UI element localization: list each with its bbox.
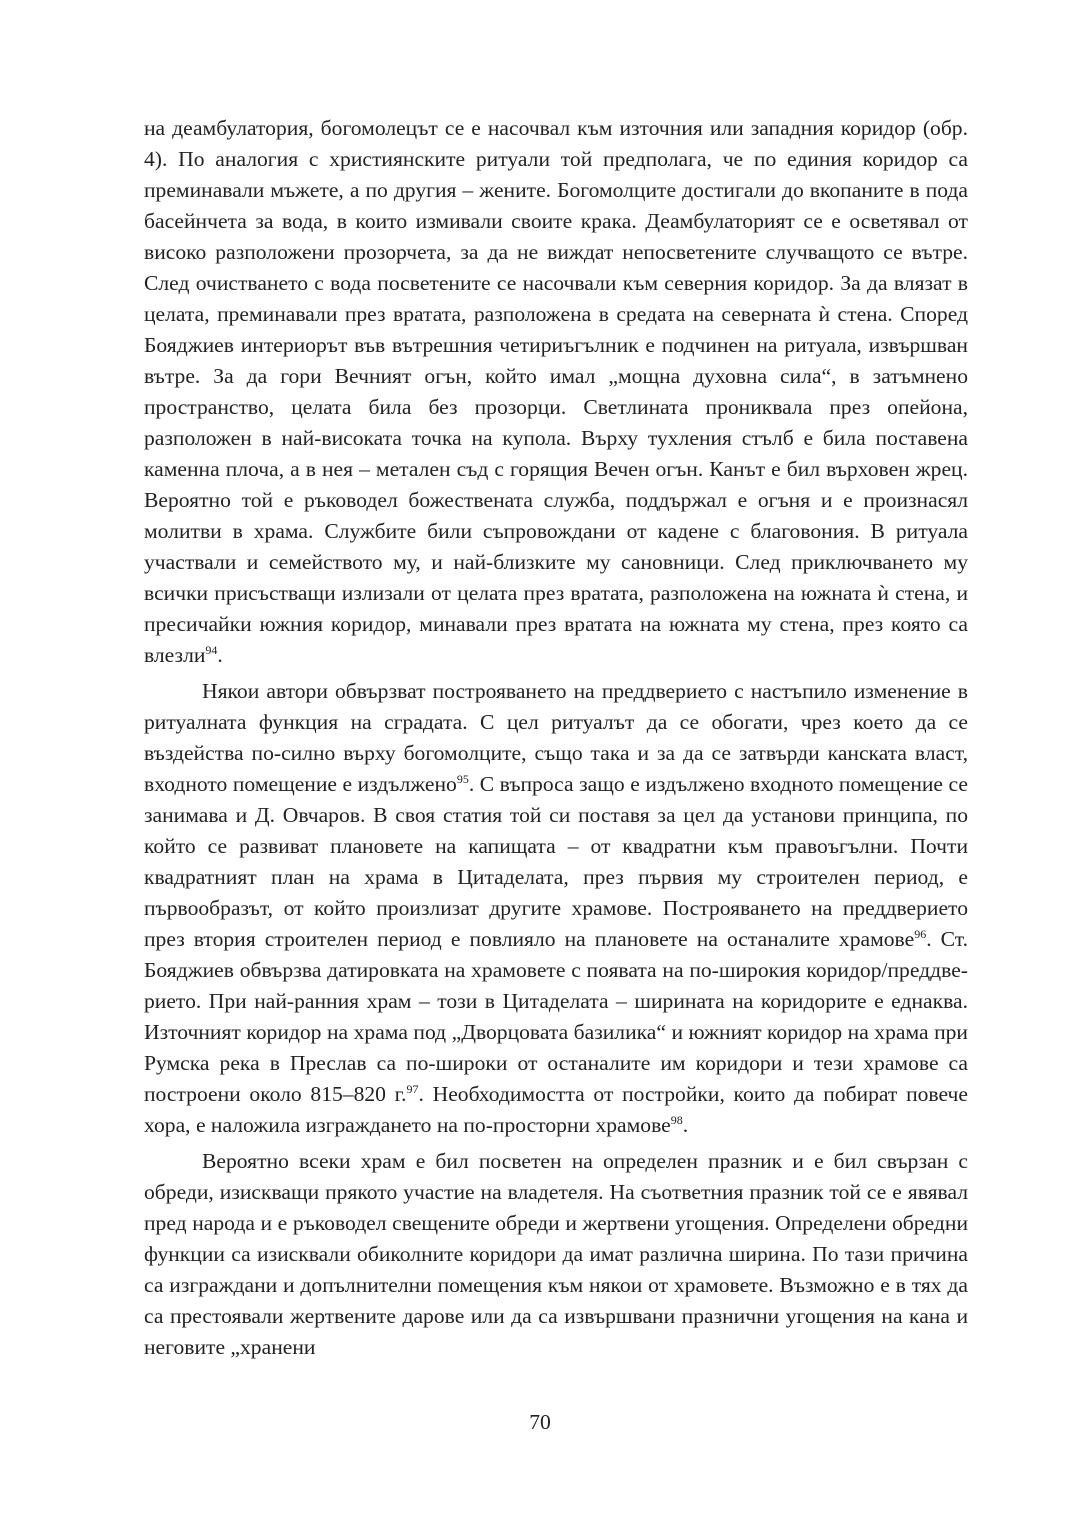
footnote-ref: 98 — [670, 1113, 683, 1127]
paragraph — [144, 676, 968, 1141]
footnote-ref: 95 — [456, 772, 469, 786]
text-run: . С въпроса защо е издължено входното помещение се занимава и Д. Овчаров. В своя статия той си поставя за цел да установи принципа, по който се развиват плановете на капищата – от квадратни към правоъгълни. Почти квадратният план на храма в Цитаделата, през първия му строителен период, е първообразът, от който произлизат другите храмове. Построяването на преддверието през втория строителен период е повлияло на плановете на останалите храмове — [144, 772, 968, 951]
text-run: Някои автори обвързват построяването на преддверието с настъпило изменение в ритуалната функция на сградата. С цел ритуалът да се обогати, чрез което да се въздейства по-силно върху богомолците, също така и за да се затвърди канската власт, входното помещение е издължено — [144, 679, 968, 796]
page-number: 70 — [529, 1410, 551, 1434]
paragraph — [144, 113, 968, 671]
text-run: на деамбулатория, богомолецът се е насочвал към източния или западния коридор (обр. 4). По аналогия с християнските ритуали той предполага, че по единия коридор са преминавали мъжете, а по другия – жените. Богомолците достигали до вкопаните в пода басейнчета за вода, в които измивали своите крака. Деамбулаторият се е осветявал от високо разположени прозорчета, за да не виждат непосветените случващото се вътре. След очистването с вода посветените се насочвали към северния коридор. За да влязат в целата, преминавали през вратата, разположена в средата на северната ѝ стена. Според Бояджиев интериорът във вътрешния четириъгълник е подчинен на ритуала, извършван вътре. За да гори Вечният огън, който имал „мощна духовна сила“, в затъмнено пространство, целата била без прозорци. Светлината прониквала през опейона, разположен в най-високата точка на купола. Върху тухления стълб е била поставена каменна плоча, а в нея – метален съд с горящия Вечен огън. Канът е бил върховен жрец. Вероятно той е ръководел божествената служба, поддържал е огъня и е произнасял молитви в храма. Службите били съпровождани от кадене с благовония. В ритуала участвали и семейството му, и най-близките му сановници. След приключването му всички присъстващи излизали от целата през вратата, разположена на южната ѝ стена, и пресичайки южния коридор, минавали през вратата на южната му стена, през която са влезли — [144, 116, 968, 667]
paragraph — [144, 1146, 968, 1363]
body-text — [144, 113, 968, 1363]
footnote-ref: 96 — [914, 927, 927, 941]
text-run: . Необходимостта от постройки, които да побират повече хора, е наложила изграждането на по-просторни храмове — [144, 1082, 968, 1137]
text-run: . — [682, 1113, 689, 1137]
text-run: Вероятно всеки храм е бил посветен на определен празник и е бил свързан с обреди, изискващи прякото участие на владетеля. На съответния празник той се е явявал пред народа и е ръководел свещените обреди и жертвени угощения. Определени обредни функции са изисквали обиколните коридори да имат различна ширина. По тази причина са изграждани и допълнителни помещения към някои от храмовете. Възможно е в тях да са престоявали жертвените дарове или да са извършвани празнични угощения на кана и неговите „хранени — [144, 1149, 968, 1359]
footnote-ref: 94 — [205, 643, 218, 657]
text-run: . Ст. Бояджиев обвързва датировката на храмовете с появата на по-широкия коридор/преддверието. При най-ранния храм – този в Цитаделата – ширината на коридорите е еднаква. Източният коридор на храма под „Дворцовата базилика“ и южният коридор на храма при Румска река в Преслав са по-широки от останалите им коридори и тези храмове са построени около 815–820 г. — [144, 927, 968, 1106]
footnote-ref: 97 — [406, 1082, 419, 1096]
text-run: . — [217, 643, 223, 667]
